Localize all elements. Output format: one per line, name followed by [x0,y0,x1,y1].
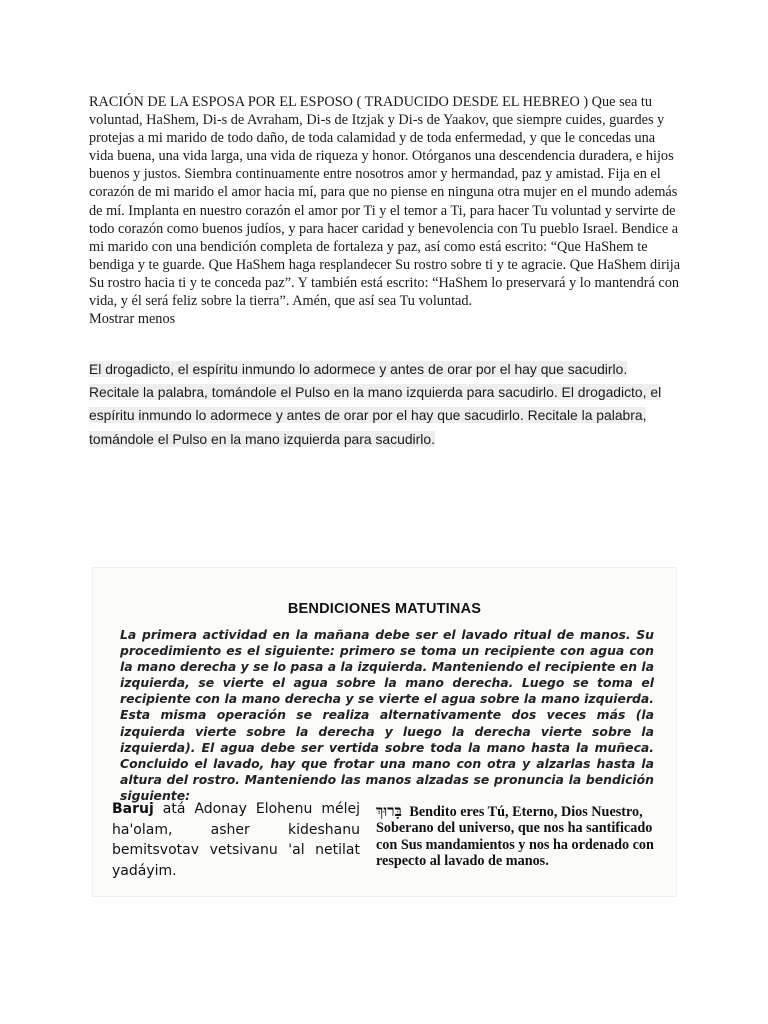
translation-text: Bendito eres Tú, Eterno, Dios Nuestro, Soberano del universo, que nos ha santificado con Sus mandamientos y nos ha ordenado con respecto al lavado de manos. [376,804,654,869]
transliteration-rest: atá Adonay Elohenu mélej ha'olam, asher kideshanu bemitsvotav vetsivanu 'al netilat yadáyim. [112,801,360,879]
highlighted-text: El drogadicto, el espíritu inmundo lo adormece y antes de orar por el hay que sacudirlo. Recitale la palabra, tomándole el Pulso en la mano izquierda para sacudirlo. El drogadicto, el espíritu inmundo lo adormece y antes de orar por el hay que sacudirlo. Recitale la palabra, tomándole el Pulso en la mano izquierda para sacudirlo. [89,361,662,447]
scan-title: BENDICIONES MATUTINAS [287,601,482,617]
transliteration [112,799,360,881]
scanned-page-image [92,567,677,897]
hebrew-word: בָּרוּךְ [376,802,402,820]
translation [376,803,666,869]
scan-instructions: La primera actividad en la mañana debe ser el lavado ritual de manos. Su procedimiento es el siguiente: primero se toma un recipiente con agua con la mano derecha y se lo pasa a la izquierda. Manteniendo el recipiente en la izquierda, se vierte el agua sobre la mano derecha. Luego se toma el recipiente con la mano derecha y se vierte el agua sobre la mano izquierda. Esta misma operación se realiza alternativamente dos veces más (la izquierda vierte sobre la derecha y luego la derecha vierte sobre la izquierda). El agua debe ser vertida sobre toda la mano hasta la muñeca. Concluido el lavado, hay que frotar una mano con otra y alzarlas hasta la altura del rostro. Manteniendo las manos alzadas se pronuncia la bendición siguiente: [120,627,654,803]
transliteration-first-word: Baruj [112,801,154,817]
prayer-text-block [89,93,681,328]
show-less-link[interactable]: Mostrar menos [89,311,176,328]
highlighted-paragraph [89,358,681,451]
prayer-paragraph: RACIÓN DE LA ESPOSA POR EL ESPOSO ( TRADUCIDO DESDE EL HEBREO ) Que sea tu voluntad, HaShem, Di-s de Avraham, Di-s de Itzjak y Di-s de Yaakov, que siempre cuides, guardes y protejas a mi marido de todo daño, de toda calamidad y de toda enfermedad, y que le concedas una vida buena, una vida larga, una vida de riqueza y honor. Otórganos una descendencia duradera, e hijos buenos y justos. Siembra continuamente entre nosotros amor y hermandad, paz y amistad. Fija en el corazón de mi marido el amor hacia mí, para que no piense en ninguna otra mujer en el mundo además de mí. Implanta en nuestro corazón el amor por Ti y el temor a Ti, para hacer Tu voluntad y servirte de todo corazón como buenos judíos, y para hacer caridad y benevolencia con Tu pueblo Israel. Bendice a mi marido con una bendición completa de fortaleza y paz, así como está escrito: “Que HaShem te bendiga y te guarde. Que HaShem haga resplandecer Su rostro sobre ti y te agracie. Que HaShem dirija Su rostro hacia ti y te conceda paz”. Y también está escrito: “HaShem lo preservará y lo mantendrá con vida, y él será feliz sobre la tierra”. Amén, que así sea Tu voluntad. [89,94,681,310]
